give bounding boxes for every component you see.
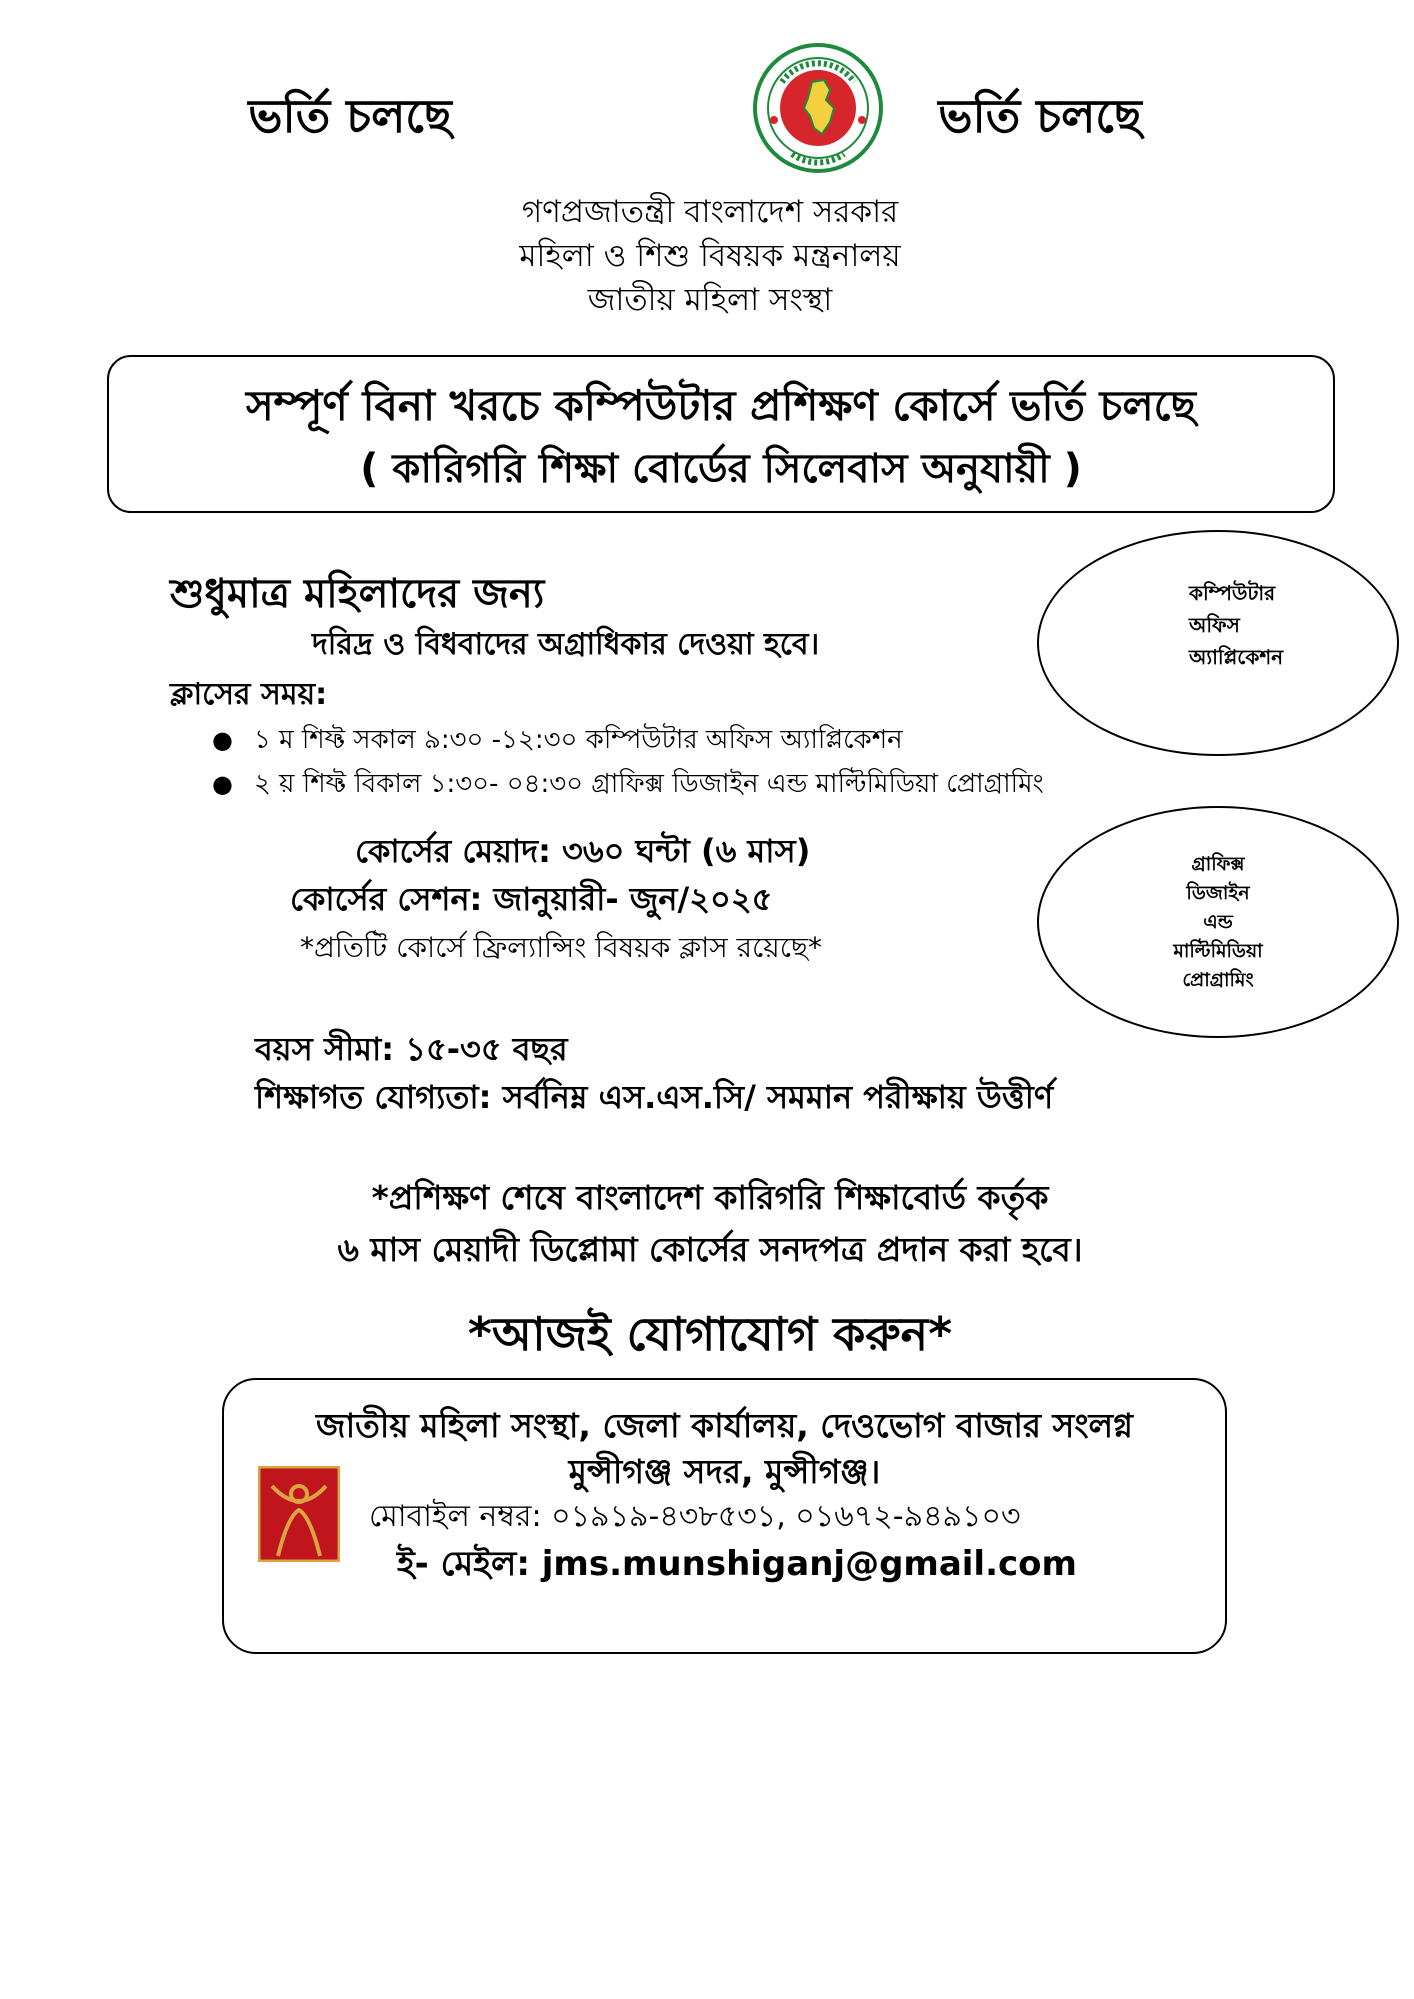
graphics-design-bubble [1037, 806, 1399, 1038]
mobile-numbers: মোবাইল নম্বর: ০১৯১৯-৪৩৮৫৩১, ০১৬৭২-৯৪৯১০৩ [369, 1499, 1021, 1534]
women-only-heading: শুধুমাত্র মহিলাদের জন্য [170, 571, 545, 617]
list-item [212, 718, 1044, 762]
banner-title: সম্পূর্ণ বিনা খরচে কম্পিউটার প্রশিক্ষণ কোর্সে ভর্তি চলছে [246, 381, 1196, 430]
shift-text: ২ য় শিফ্ট বিকাল ১:৩০- ০৪:৩০ গ্রাফিক্স ডিজাইন এন্ড মাল্টিমিডিয়া প্রোগ্রামিং [254, 769, 1044, 799]
course-duration: কোর্সের মেয়াদ: ৩৬০ ঘন্টা (৬ মাস) [355, 832, 811, 870]
certificate-note-line2: ৬ মাস মেয়াদী ডিপ্লোমা কোর্সের সনদপত্র প্রদান করা হবে। [337, 1230, 1083, 1269]
government-heading [330, 190, 1090, 322]
bubble-line: অ্যাপ্লিকেশন [1189, 645, 1284, 669]
priority-note: দরিদ্র ও বিধবাদের অগ্রাধিকার দেওয়া হবে। [312, 627, 820, 662]
banner-subtitle: ( কারিগরি শিক্ষা বোর্ডের সিলেবাস অনুযায়ী ) [360, 446, 1082, 492]
bubble-line: ডিজাইন [1186, 882, 1250, 904]
contact-heading: *আজই যোগাযোগ করুন* [467, 1307, 953, 1361]
office-address-line1: জাতীয় মহিলা সংস্থা, জেলা কার্যালয়, দেওভোগ বাজার সংলগ্ন [316, 1406, 1133, 1445]
shift-text: ১ ম শিফ্ট সকাল ৯:৩০ -১২:৩০ কম্পিউটার অফিস অ্যাপ্লিকেশন [254, 725, 903, 755]
organization-name: জাতীয় মহিলা সংস্থা [587, 282, 833, 318]
shift-list [212, 718, 1044, 806]
office-address-line2: মুন্সীগঞ্জ সদর, মুন্সীগঞ্জ। [568, 1452, 881, 1491]
jatiyo-mohila-sangstha-logo-icon [258, 1466, 340, 1562]
free-training-banner [107, 355, 1335, 513]
ministry-name: মহিলা ও শিশু বিষয়ক মন্ত্রনালয় [519, 238, 901, 274]
office-application-bubble [1037, 530, 1399, 756]
bullet-icon: ● [212, 726, 233, 754]
course-session: কোর্সের সেশন: জানুয়ারী- জুন/২০২৫ [290, 880, 773, 918]
graphics-bubble-text [1039, 850, 1397, 995]
bangladesh-government-seal-icon [752, 42, 884, 174]
bubble-line: এন্ড [1203, 911, 1233, 933]
bubble-line: প্রোগ্রামিং [1182, 969, 1254, 991]
bubble-line: অফিস [1189, 613, 1240, 637]
admission-open-right: ভর্তি চলছে [938, 89, 1142, 143]
certificate-note-line1: *প্রশিক্ষণ শেষে বাংলাদেশ কারিগরি শিক্ষাবোর্ড কর্তৃক [371, 1178, 1049, 1217]
education-requirement: শিক্ষাগত যোগ্যতা: সর্বনিম্ন এস.এস.সি/ সমমান পরীক্ষায় উত্তীর্ণ [255, 1078, 1054, 1116]
bubble-line: মাল্টিমিডিয়া [1173, 940, 1263, 962]
email-address: ই- মেইল: jms.munshiganj@gmail.com [397, 1544, 1077, 1584]
government-name: গণপ্রজাতন্ত্রী বাংলাদেশ সরকার [521, 194, 899, 230]
age-limit: বয়স সীমা: ১৫-৩৫ বছর [255, 1030, 568, 1068]
class-time-heading: ক্লাসের সময়: [170, 677, 328, 712]
admission-open-left: ভর্তি চলছে [248, 89, 452, 143]
office-bubble-text [1189, 577, 1283, 673]
contact-box [222, 1378, 1227, 1654]
bullet-icon: ● [212, 770, 233, 798]
bubble-line: গ্রাফিক্স [1191, 853, 1245, 875]
freelancing-note: *প্রতিটি কোর্সে ফ্রিল্যান্সিং বিষয়ক ক্লাস রয়েছে* [300, 931, 822, 964]
list-item [212, 762, 1044, 806]
bubble-line: কম্পিউটার [1189, 581, 1276, 605]
